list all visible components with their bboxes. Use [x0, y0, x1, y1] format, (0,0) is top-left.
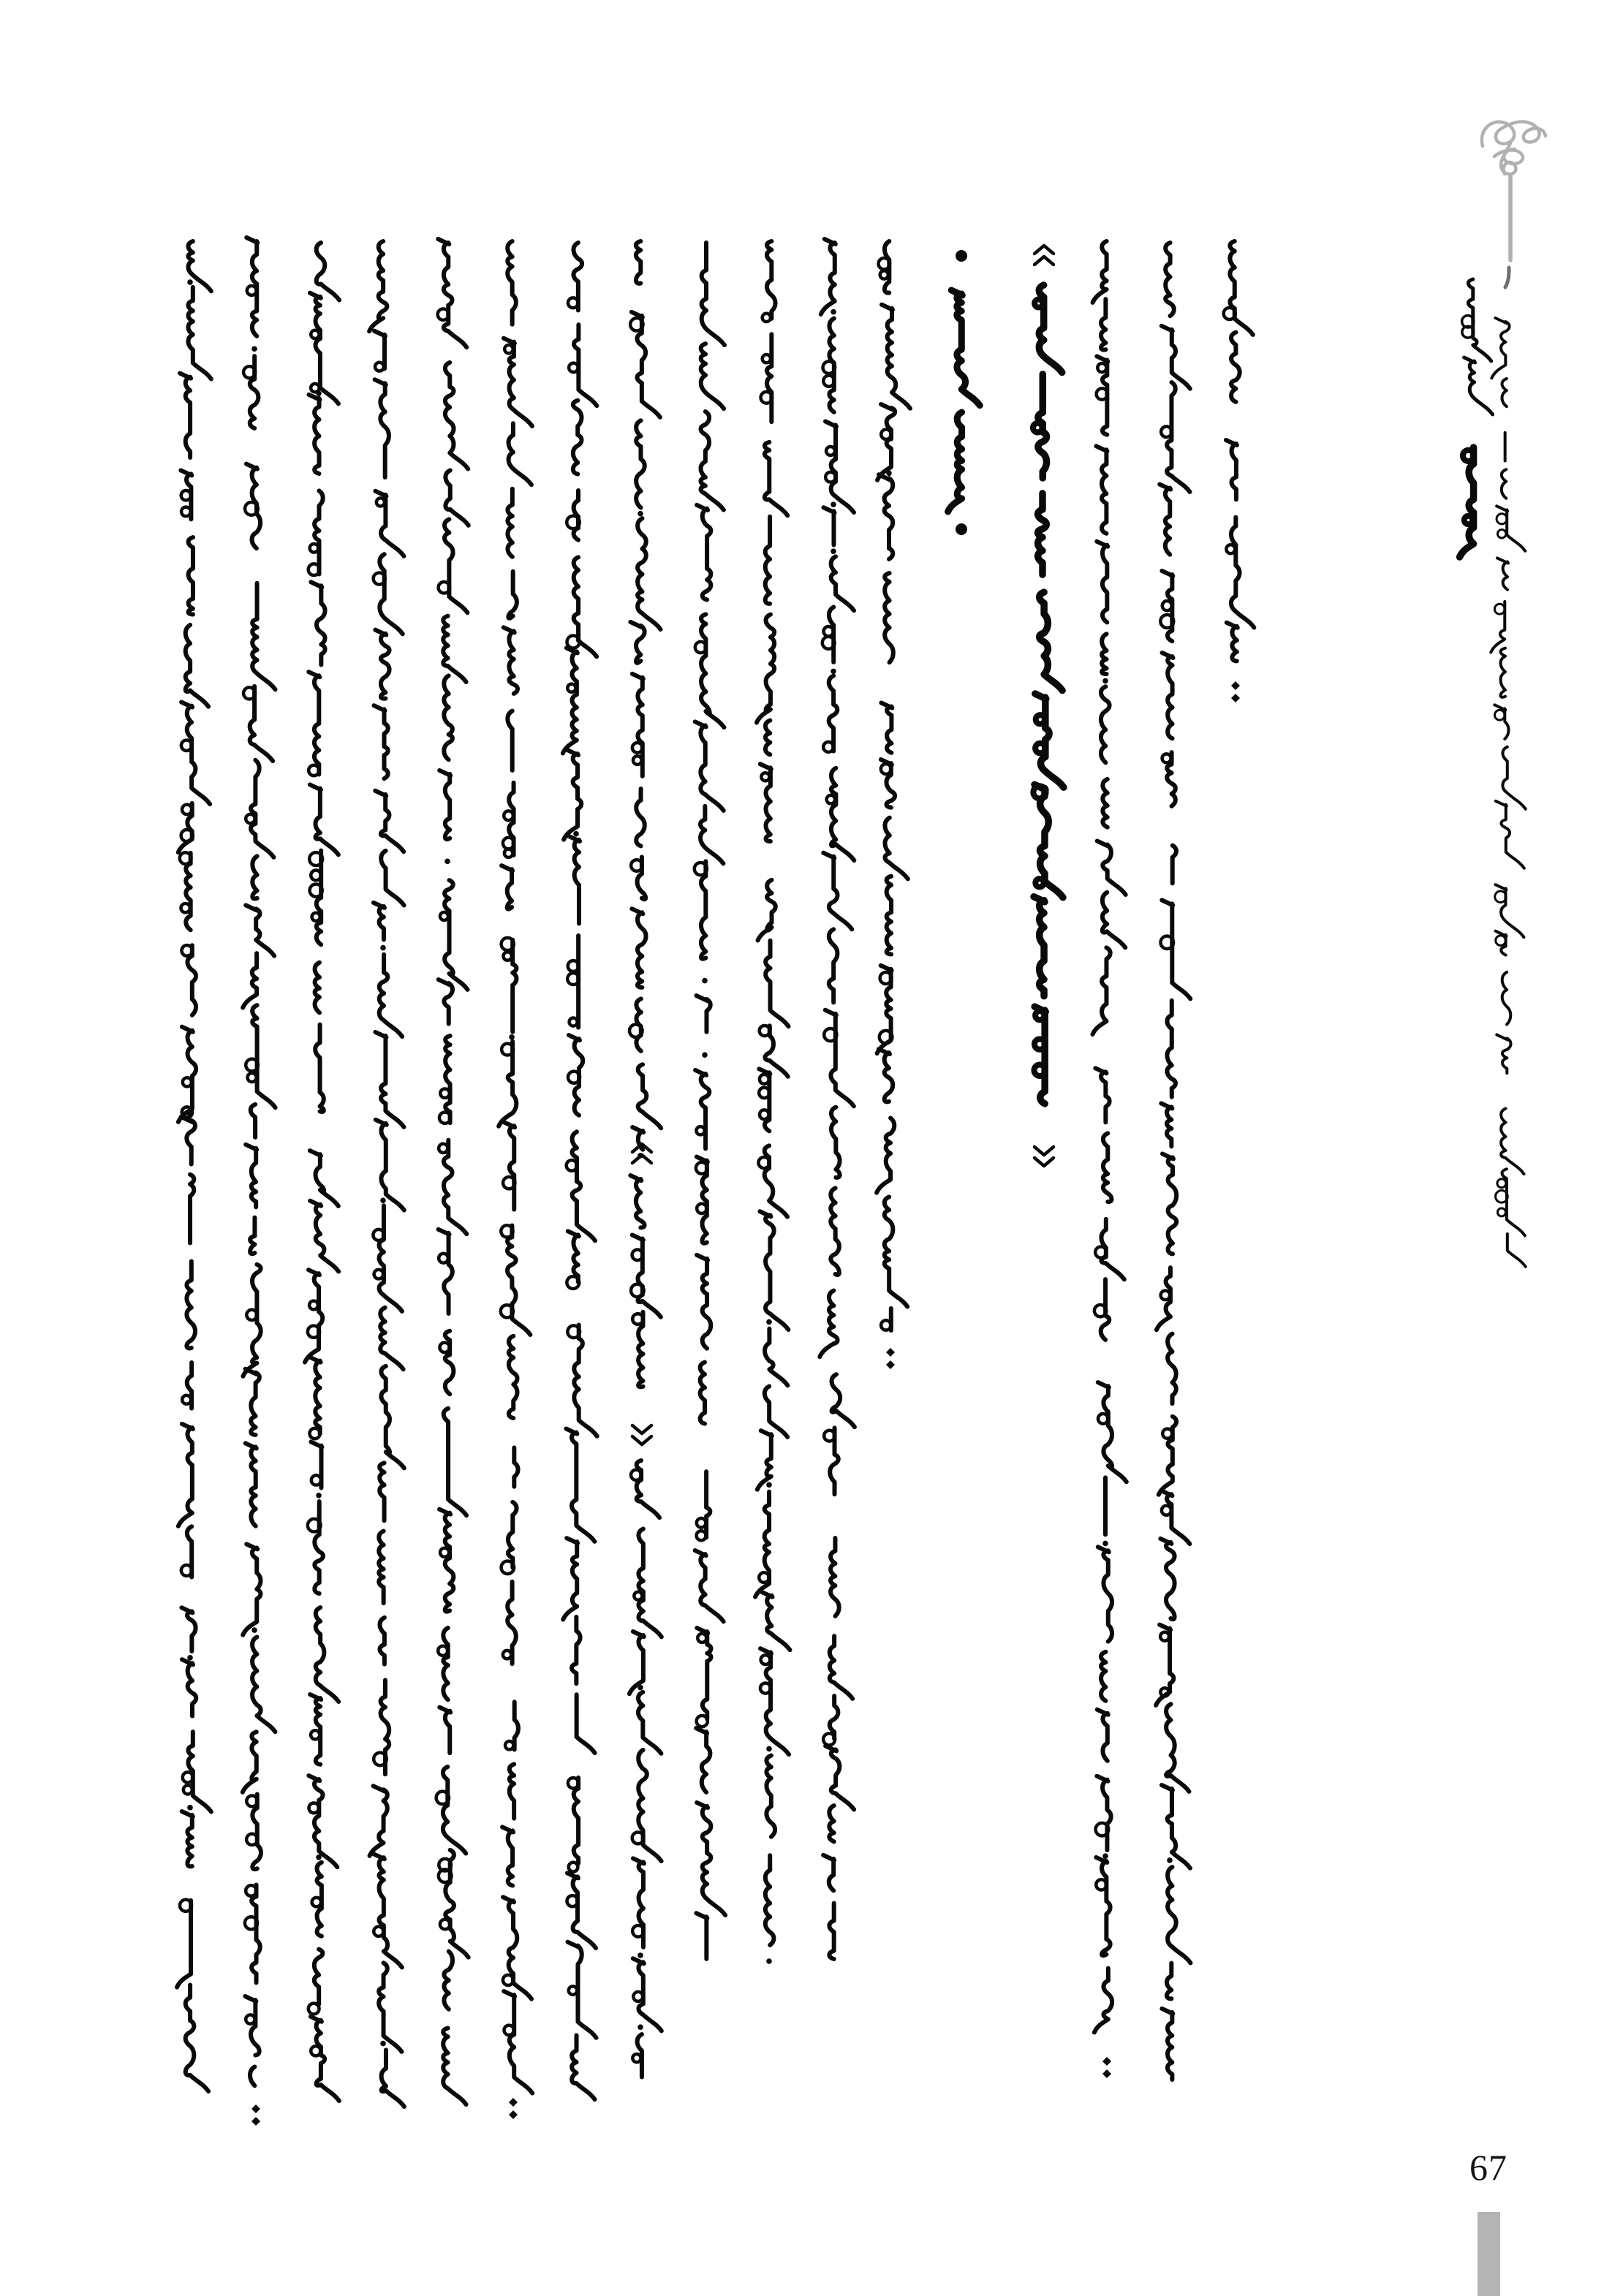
running-head	[1451, 110, 1546, 1257]
section-heading-column	[928, 249, 994, 541]
page-edge-bar	[1478, 2212, 1500, 2296]
body-text-block	[161, 219, 1272, 2120]
page-number: 67	[1469, 2147, 1507, 2188]
quoted-title-column	[1013, 234, 1078, 1170]
